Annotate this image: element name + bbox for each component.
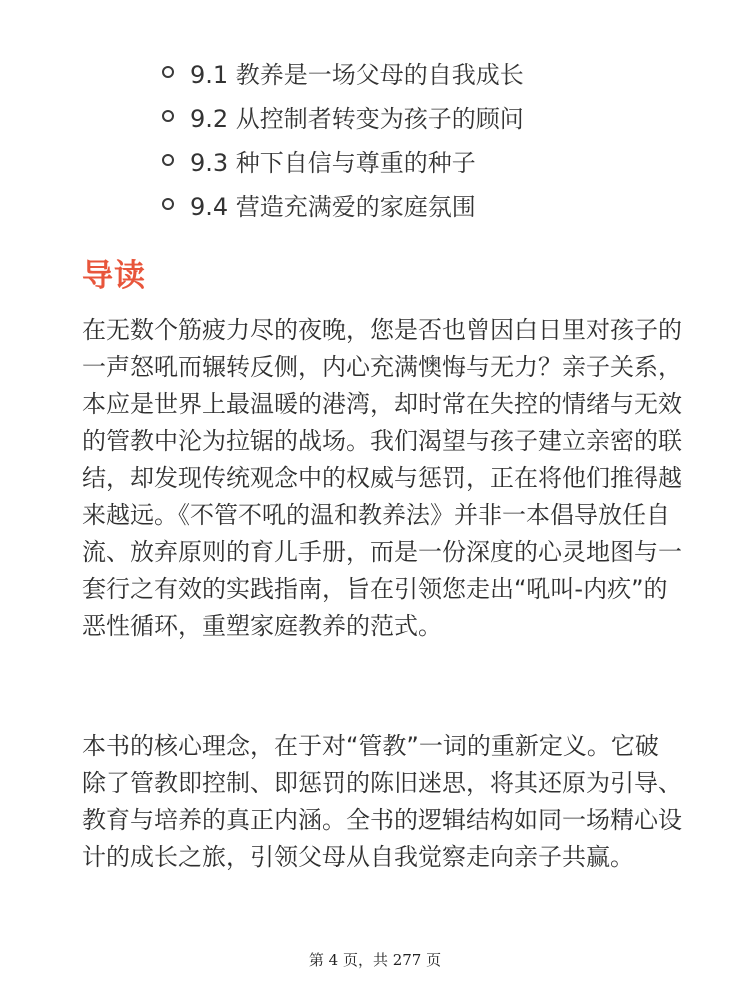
body-paragraph: 本书的核心理念，在于对“管教”一词的重新定义。它破除了管教即控制、即惩罚的陈旧迷思，将其还原为引导、教育与培养的真正内涵。全书的逻辑结构如同一场精心设计的成长之旅，引领父母从自我觉察走向亲子共赢。 [82,732,682,871]
toc-item-label: 9.3 种下自信与尊重的种子 [190,148,476,177]
hollow-circle-bullet-icon [162,66,174,78]
toc-item[interactable] [162,50,722,94]
hollow-circle-bullet-icon [162,110,174,122]
hollow-circle-bullet-icon [162,154,174,166]
page-number-footer: 第 4 页，共 277 页 [308,951,442,969]
toc-item[interactable] [162,138,722,182]
toc-item[interactable] [162,182,722,226]
section-heading: 导读 [82,258,146,294]
toc-item-label: 9.4 营造充满爱的家庭氛围 [190,192,476,221]
toc-item-label: 9.2 从控制者转变为孩子的顾问 [190,104,524,133]
toc-item[interactable] [162,94,722,138]
toc-item-label: 9.1 教养是一场父母的自我成长 [190,60,524,89]
hollow-circle-bullet-icon [162,198,174,210]
body-paragraph: 在无数个筋疲力尽的夜晚，您是否也曾因白日里对孩子的一声怒吼而辗转反侧，内心充满懊悔与无力？亲子关系，本应是世界上最温暖的港湾，却时常在失控的情绪与无效的管教中沦为拉锯的战场。我们渴望与孩子建立亲密的联结，却发现传统观念中的权威与惩罚，正在将他们推得越来越远。《不管不吼的温和教养法》并非一本倡导放任自流、放弃原则的育儿手册，而是一份深度的心灵地图与一套行之有效的实践指南，旨在引领您走出“吼叫-内疚”的恶性循环，重塑家庭教养的范式。 [82,316,682,640]
table-of-contents [162,50,722,226]
